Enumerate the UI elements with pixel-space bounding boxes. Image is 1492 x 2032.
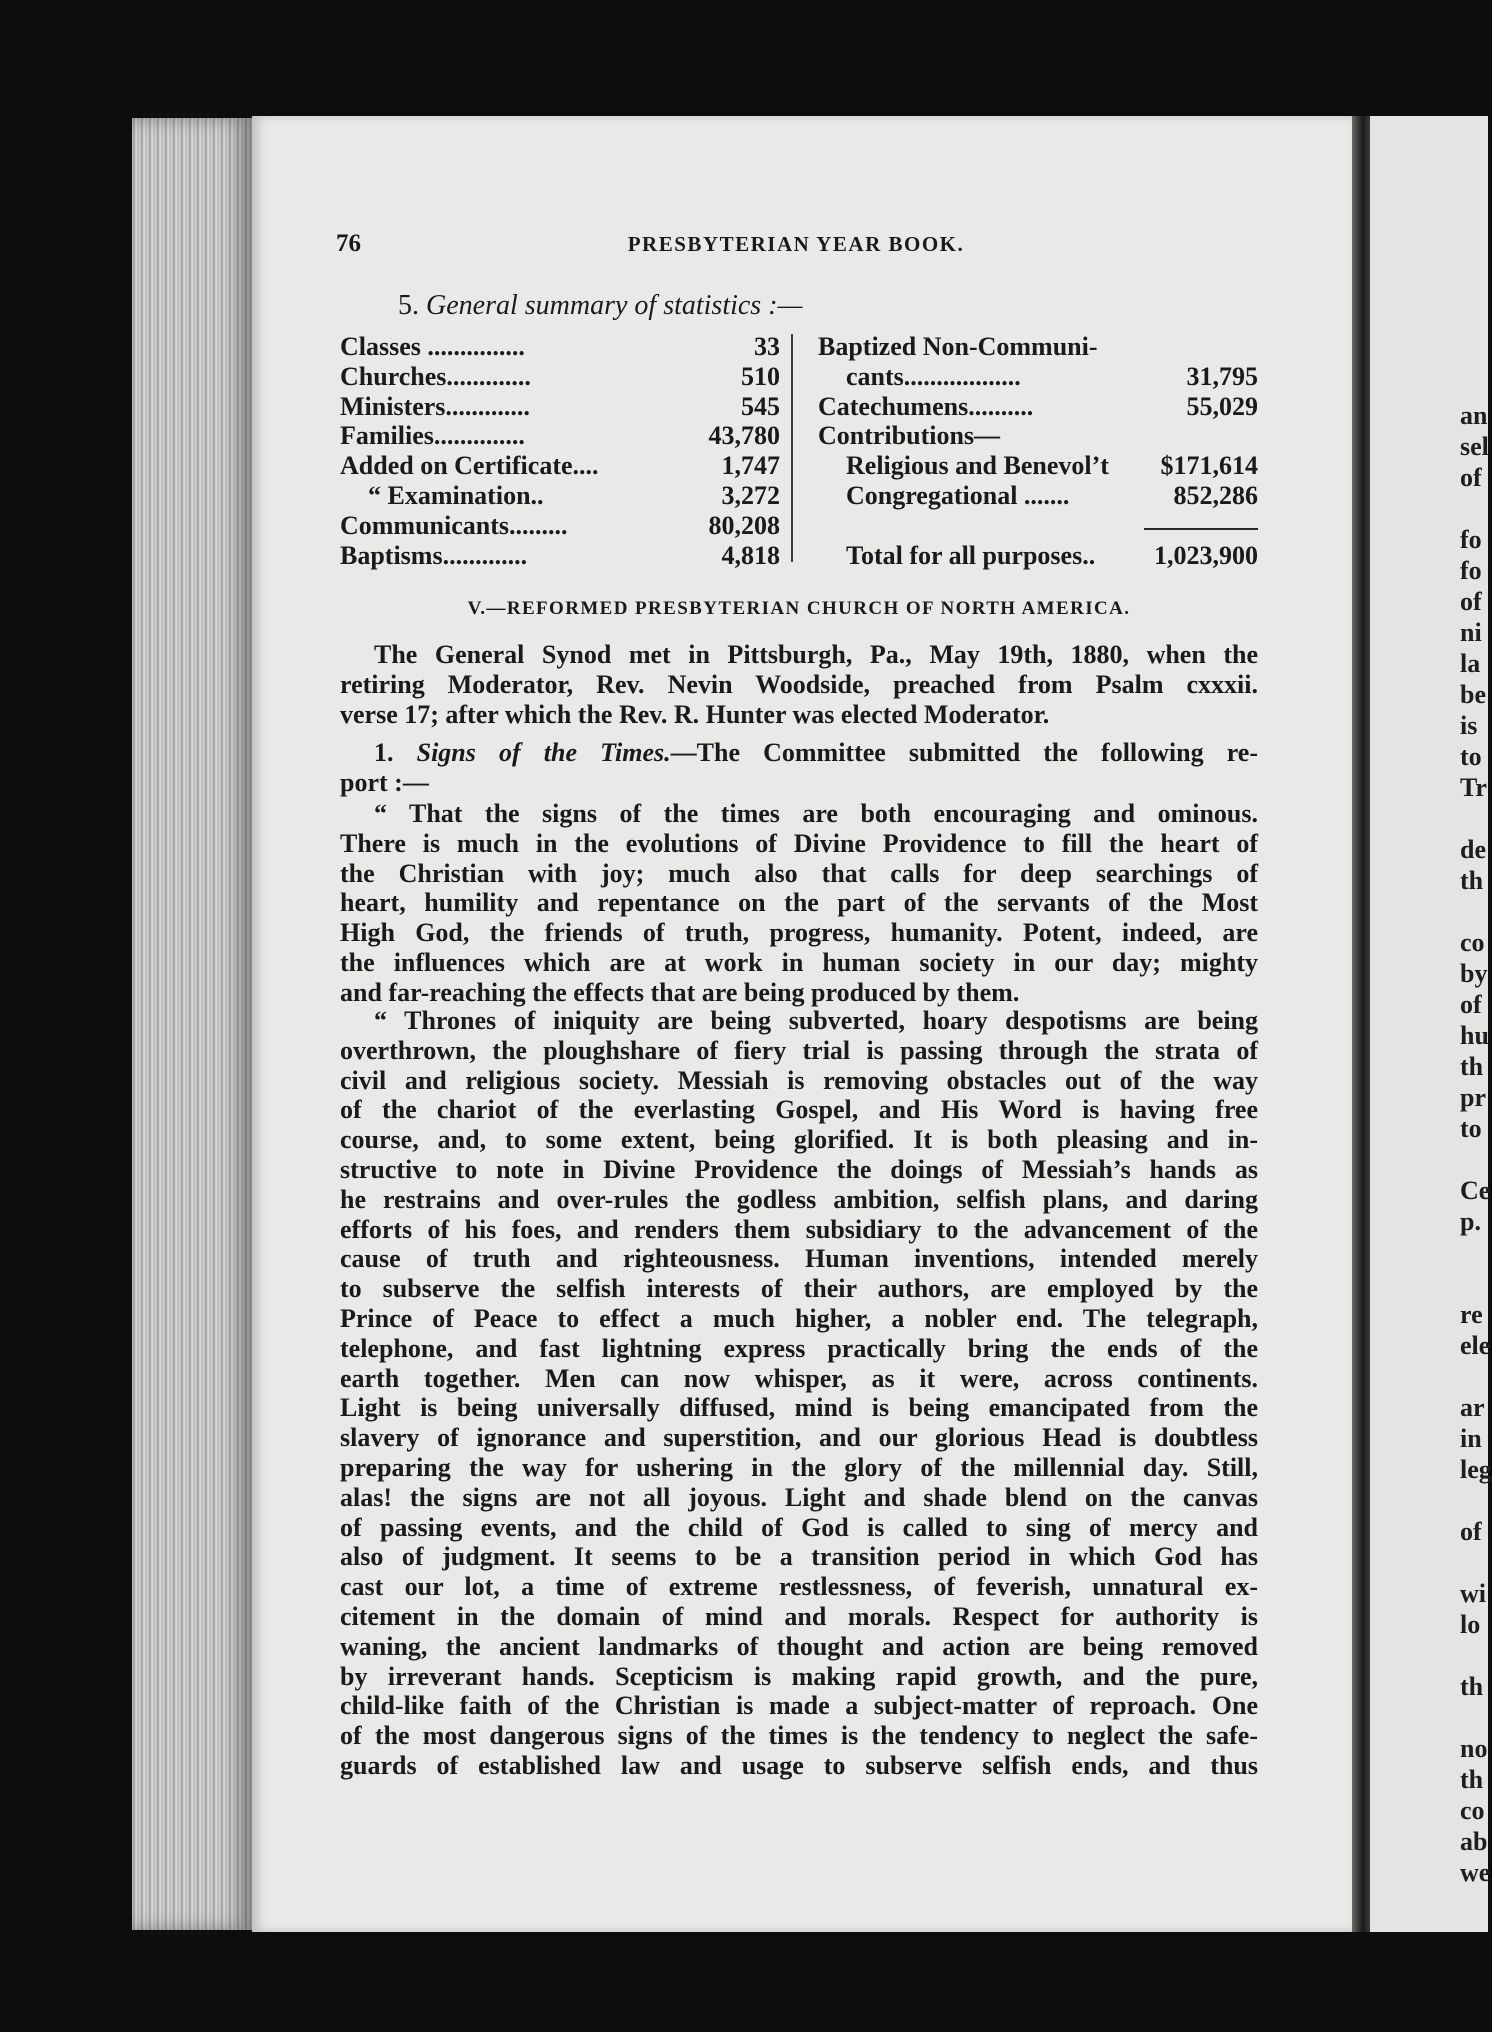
text-line: telephone, and fast lightning express practically bring the ends of the xyxy=(340,1333,1258,1363)
text-line: the Christian with joy; much also that calls for deep searchings of xyxy=(340,858,1258,888)
facing-page-fragment: hu xyxy=(1460,1021,1489,1050)
text-line: child-like faith of the Christian is made a subject-matter of reproach. One xyxy=(340,1691,1258,1721)
facing-page-fragment: sel xyxy=(1460,432,1489,461)
text-line: by irreverant hands. Scepticism is making rapid growth, and the pure, xyxy=(340,1661,1258,1691)
text-line: earth together. Men can now whisper, as it were, across continents. xyxy=(340,1363,1258,1393)
stat-value: 43,780 xyxy=(708,421,780,451)
stat-label: Contributions— xyxy=(818,421,1001,451)
stat-label: Catechumens.......... xyxy=(818,391,1034,421)
facing-page-text xyxy=(1460,400,1492,1888)
text-line: There is much in the evolutions of Divine Providence to fill the heart of xyxy=(340,828,1258,858)
facing-page-fragment: co xyxy=(1460,928,1485,957)
facing-page-fragment: of xyxy=(1460,463,1482,492)
text-line: The General Synod met in Pittsburgh, Pa., May 19th, 1880, when the xyxy=(374,640,1258,669)
facing-page-fragment: pr xyxy=(1460,1083,1486,1112)
stat-label: Congregational ....... xyxy=(846,480,1070,510)
text-line: cast our lot, a time of extreme restlessness, of feverish, unnatural ex- xyxy=(340,1572,1258,1602)
text-line: overthrown, the ploughshare of fiery trial is passing through the strata of xyxy=(340,1035,1258,1065)
text-line: cause of truth and righteousness. Human inventions, intended merely xyxy=(340,1244,1258,1274)
text-line: verse 17; after which the Rev. R. Hunter was elected Moderator. xyxy=(340,699,1050,729)
summary-heading xyxy=(398,290,802,322)
facing-page-fragment: be xyxy=(1460,680,1486,709)
stat-value: 1,747 xyxy=(721,451,780,481)
text-line: of the most dangerous signs of the times is the tendency to neglect the safe- xyxy=(340,1721,1258,1751)
facing-page-fragment xyxy=(1460,1485,1492,1516)
summary-table-left xyxy=(340,332,780,570)
text-line: civil and religious society. Messiah is removing obstacles out of the way xyxy=(340,1065,1258,1095)
page-gutter xyxy=(1352,116,1370,1932)
paragraph-report-2 xyxy=(340,1006,1258,1781)
text-line: also of judgment. It seems to be a transition period in which God has xyxy=(340,1542,1258,1572)
table-column-divider xyxy=(791,334,793,562)
stat-value: 80,208 xyxy=(708,510,780,540)
facing-page-fragment: lo xyxy=(1460,1610,1481,1639)
total-rule xyxy=(1144,528,1258,530)
facing-page-fragment: of xyxy=(1460,587,1482,616)
running-head: PRESBYTERIAN YEAR BOOK. xyxy=(627,232,965,256)
facing-page-fragment xyxy=(1460,1547,1492,1578)
stat-value: 4,818 xyxy=(721,540,780,570)
facing-page-fragment: of xyxy=(1460,1517,1482,1546)
stat-value: 55,029 xyxy=(1186,391,1258,421)
stat-total-value: 1,023,900 xyxy=(1154,540,1258,570)
text-line xyxy=(340,738,1258,768)
summary-number: 5. xyxy=(398,290,419,321)
text-line: “ That the signs of the times are both encouraging and ominous. xyxy=(374,799,1258,828)
stat-value: $171,614 xyxy=(1160,451,1258,481)
stat-label: Religious and Benevol’t xyxy=(846,451,1109,481)
text-line: efforts of his foes, and renders them subsidiary to the advancement of the xyxy=(340,1214,1258,1244)
text-line: to subserve the selfish interests of their authors, are employed by the xyxy=(340,1274,1258,1304)
text-line: waning, the ancient landmarks of thought and action are being removed xyxy=(340,1631,1258,1661)
page-header xyxy=(336,230,1256,262)
text-line: of the chariot of the everlasting Gospel, and His Word is having free xyxy=(340,1095,1258,1125)
facing-page-fragment: Ce xyxy=(1460,1176,1491,1205)
item-number: 1. xyxy=(374,738,394,767)
facing-page-fragment: p. xyxy=(1460,1207,1481,1236)
text-line: the influences which are at work in human society in our day; mighty xyxy=(340,947,1258,977)
facing-page xyxy=(1370,116,1492,1932)
facing-page-fragment xyxy=(1460,896,1492,927)
stat-label: cants.................. xyxy=(846,361,1021,391)
text-line: heart, humility and repentance on the part of the servants of the Most xyxy=(340,888,1258,918)
facing-page-fragment: th xyxy=(1460,1765,1484,1794)
facing-page-fragment: of xyxy=(1460,990,1482,1019)
facing-page-fragment: to xyxy=(1460,742,1482,771)
facing-page-fragment: leg xyxy=(1460,1455,1492,1484)
facing-page-fragment xyxy=(1460,1237,1492,1268)
facing-page-fragment: fo xyxy=(1460,525,1482,554)
text-line: “ Thrones of iniquity are being subverted, hoary despotisms are being xyxy=(374,1006,1258,1035)
facing-page-fragment: no xyxy=(1460,1734,1488,1763)
facing-page-fragment: ab xyxy=(1460,1827,1488,1856)
section-heading: V.—REFORMED PRESBYTERIAN CHURCH OF NORTH AMERICA. xyxy=(467,598,1131,619)
facing-page-fragment: ar xyxy=(1460,1393,1485,1422)
facing-page-fragment: de xyxy=(1460,835,1486,864)
stat-label: Ministers............. xyxy=(340,391,530,421)
text-line: slavery of ignorance and superstition, and our glorious Head is doubtless xyxy=(340,1423,1258,1453)
facing-page-fragment: by xyxy=(1460,959,1488,988)
facing-page-fragment: fo xyxy=(1460,556,1482,585)
stat-value: 33 xyxy=(754,332,780,361)
text-line: preparing the way for ushering in the glory of the millennial day. Still, xyxy=(340,1452,1258,1482)
facing-page-fragment: ni xyxy=(1460,618,1482,647)
facing-page-fragment: th xyxy=(1460,1052,1484,1081)
facing-page-fragment: ele xyxy=(1460,1331,1491,1360)
facing-page-fragment xyxy=(1460,1702,1492,1733)
facing-page-fragment: is xyxy=(1460,711,1478,740)
paragraph-synod xyxy=(340,640,1258,729)
item-title: Signs of the Times. xyxy=(416,738,671,767)
facing-page-fragment xyxy=(1460,493,1492,524)
stat-label: Churches............. xyxy=(340,361,531,391)
facing-page-fragment xyxy=(1460,1361,1492,1392)
facing-page-fragment: in xyxy=(1460,1424,1482,1453)
text-line: structive to note in Divine Providence the doings of Messiah’s hands as xyxy=(340,1154,1258,1184)
facing-page-fragment: we xyxy=(1460,1858,1491,1887)
paragraph-report-1 xyxy=(340,799,1258,1008)
text-line: and far-reaching the effects that are being produced by them. xyxy=(340,977,1020,1007)
facing-page-fragment: re xyxy=(1460,1300,1483,1329)
stat-value: 852,286 xyxy=(1173,480,1258,510)
facing-page-fragment: th xyxy=(1460,1672,1484,1701)
item-text: —The Committee submitted the following re- xyxy=(670,738,1258,767)
facing-page-fragment: wi xyxy=(1460,1579,1486,1608)
facing-page-fragment xyxy=(1460,803,1492,834)
stat-value: 510 xyxy=(741,361,780,391)
text-line: port :— xyxy=(340,767,429,797)
stat-label: Families.............. xyxy=(340,421,525,451)
stat-label: “ Examination.. xyxy=(368,480,544,510)
facing-page-fragment: an xyxy=(1460,401,1488,430)
facing-page-fragment: th xyxy=(1460,866,1484,895)
stat-label: Classes ............... xyxy=(340,332,525,361)
stat-value: 3,272 xyxy=(721,480,780,510)
book-spine-edge xyxy=(132,118,252,1930)
stat-label: Baptized Non-Communi- xyxy=(818,332,1098,361)
stat-value: 31,795 xyxy=(1186,361,1258,391)
text-line: of passing events, and the child of God is called to sing of mercy and xyxy=(340,1512,1258,1542)
facing-page-fragment: la xyxy=(1460,649,1481,678)
text-line: Prince of Peace to effect a much higher, a nobler end. The telegraph, xyxy=(340,1303,1258,1333)
page-number: 76 xyxy=(336,230,361,257)
text-line: retiring Moderator, Rev. Nevin Woodside, preached from Psalm cxxxii. xyxy=(340,669,1258,699)
text-line: course, and, to some extent, being glorified. It is both pleasing and in- xyxy=(340,1125,1258,1155)
text-line: guards of established law and usage to subserve selfish ends, and thus xyxy=(340,1750,1258,1780)
text-line: alas! the signs are not all joyous. Light and shade blend on the canvas xyxy=(340,1482,1258,1512)
facing-page-fragment xyxy=(1460,1640,1492,1671)
facing-page-fragment xyxy=(1460,1268,1492,1299)
stat-label: Baptisms............. xyxy=(340,540,528,570)
stat-label: Communicants......... xyxy=(340,510,568,540)
summary-title: General summary of statistics :— xyxy=(426,290,803,321)
summary-table-right xyxy=(818,332,1258,570)
text-line: High God, the friends of truth, progress, humanity. Potent, indeed, are xyxy=(340,918,1258,948)
text-line: citement in the domain of mind and morals. Respect for authority is xyxy=(340,1601,1258,1631)
facing-page-fragment: to xyxy=(1460,1114,1482,1143)
text-line: he restrains and over-rules the godless ambition, selfish plans, and daring xyxy=(340,1184,1258,1214)
paragraph-signs-heading xyxy=(340,738,1258,798)
facing-page-fragment: co xyxy=(1460,1796,1485,1825)
text-line: Light is being universally diffused, mind is being emancipated from the xyxy=(340,1393,1258,1423)
stat-value: 545 xyxy=(741,391,780,421)
facing-page-fragment: Tr xyxy=(1460,773,1487,802)
stat-total-label: Total for all purposes.. xyxy=(846,540,1096,570)
stat-label: Added on Certificate.... xyxy=(340,451,599,481)
facing-page-fragment xyxy=(1460,1144,1492,1175)
